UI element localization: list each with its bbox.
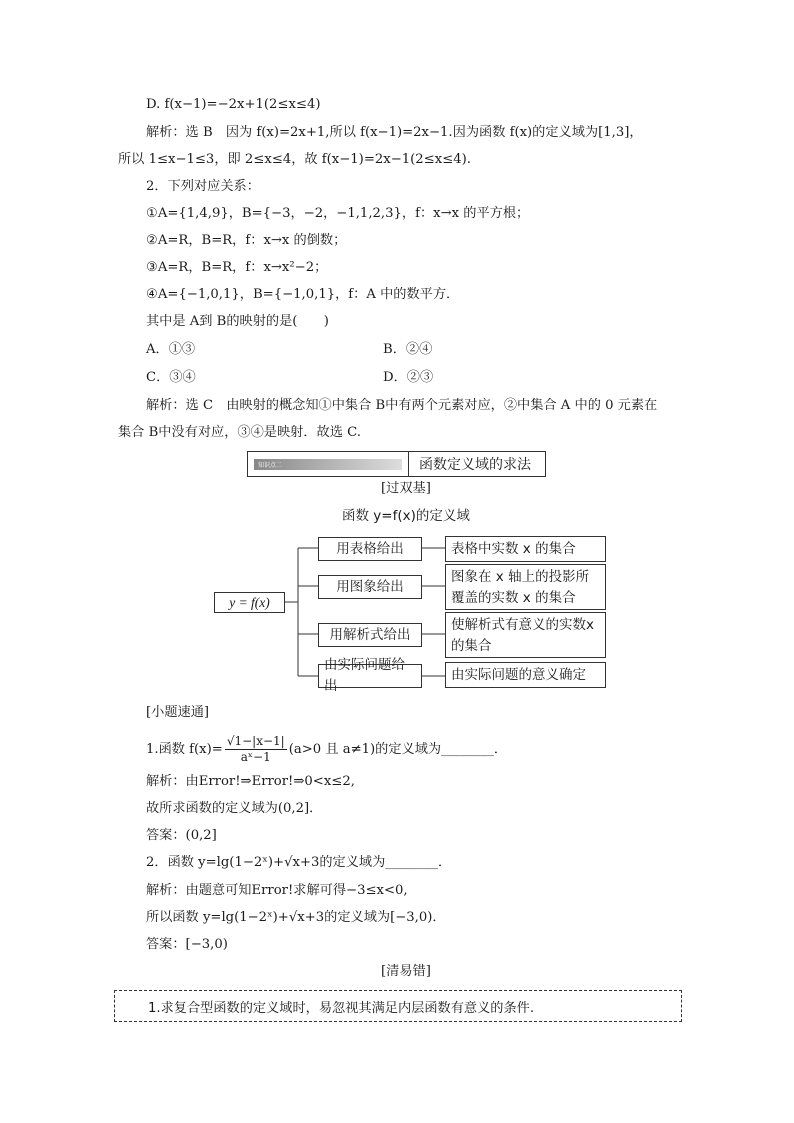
p1-denominator: aˣ−1 (240, 750, 271, 764)
q2-ask: 其中是 A到 B的映射的是( ) (146, 314, 329, 329)
p1-solution: 解析：由Error!⇒Error!⇒0<x≤2, (146, 774, 355, 789)
p1-prefix: 1.函数 f(x)= (146, 742, 223, 757)
section-tag-label: 知识点二 (254, 459, 402, 470)
method-table: 用表格给出 (318, 537, 422, 561)
method-real-problem: 由实际问题给出 (318, 664, 422, 688)
errors-head: [清易错] (381, 964, 431, 979)
q2-option-d: D．②③ (383, 370, 434, 385)
p1-solution-2: 故所求函数的定义域为(0,2]． (146, 801, 323, 816)
p2-solution-2: 所以函数 y=lg(1−2ˣ)+√x+3的定义域为[−3,0)． (146, 910, 446, 925)
q2-stem: 2．下列对应关系： (146, 179, 260, 194)
result-table: 表格中实数 x 的集合 (445, 536, 606, 562)
p2-solution: 解析：由题意可知Error!求解可得−3≤x<0, (146, 883, 408, 898)
result-real-problem: 由实际问题的意义确定 (445, 662, 606, 688)
p1-suffix: (a>0 且 a≠1)的定义域为________． (288, 742, 508, 757)
q2-item-3: ③A=R，B=R，f：x→x²−2； (146, 260, 328, 275)
diagram-root: y = f(x) (214, 592, 285, 613)
analysis-1-line-1: 解析：选 B 因为 f(x)=2x+1,所以 f(x−1)=2x−1.因为函数 f(x)的定义域为[1,3]， (146, 125, 643, 140)
q2-option-a: A．①③ (146, 342, 196, 357)
quick-problem-1 (146, 730, 507, 770)
q2-item-2: ②A=R，B=R，f：x→x 的倒数； (146, 233, 347, 248)
p1-numerator: √1−|x−1| (226, 734, 285, 748)
quick-head: [小题速通] (146, 705, 210, 720)
p2-stem: 2．函数 y=lg(1−2ˣ)+√x+3的定义域为________． (146, 855, 452, 870)
method-graph: 用图象给出 (318, 575, 422, 599)
errors-item-1: 1.求复合型函数的定义域时，易忽视其满足内层函数有意义的条件. (148, 1001, 535, 1016)
analysis-1-line-2: 所以 1≤x−1≤3，即 2≤x≤4，故 f(x−1)=2x−1(2≤x≤4). (118, 152, 471, 167)
errors-box (114, 990, 682, 1022)
q2-analysis-line-1: 解析：选 C 由映射的概念知①中集合 B中有两个元素对应，②中集合 A 中的 0 元素在 (146, 398, 658, 413)
q2-option-b: B．②④ (383, 342, 433, 357)
section-subtitle: [过双基] (381, 481, 431, 496)
q2-item-4: ④A={−1,0,1}，B={−1,0,1}，f：A 中的数平方． (146, 287, 460, 302)
section-title: 函数定义域的求法 (419, 457, 531, 473)
p2-answer: 答案：[−3,0) (146, 937, 228, 952)
diagram-title: 函数 y=f(x)的定义域 (342, 508, 470, 524)
method-formula: 用解析式给出 (318, 623, 422, 647)
q2-option-c: C．③④ (146, 370, 196, 385)
q2-item-1: ①A={1,4,9}，B={−3，−2，−1,1,2,3}，f：x→x 的平方根； (146, 206, 530, 221)
q2-analysis-line-2: 集合 B中没有对应，③④是映射．故选 C. (118, 425, 361, 440)
option-d: D. f(x−1)=−2x+1(2≤x≤4) (146, 97, 321, 112)
p1-answer: 答案：(0,2] (146, 828, 217, 843)
p1-fraction (225, 734, 287, 765)
result-formula: 使解析式有意义的实数x的集合 (445, 612, 606, 658)
result-graph: 图象在 x 轴上的投影所覆盖的实数 x 的集合 (445, 564, 606, 610)
